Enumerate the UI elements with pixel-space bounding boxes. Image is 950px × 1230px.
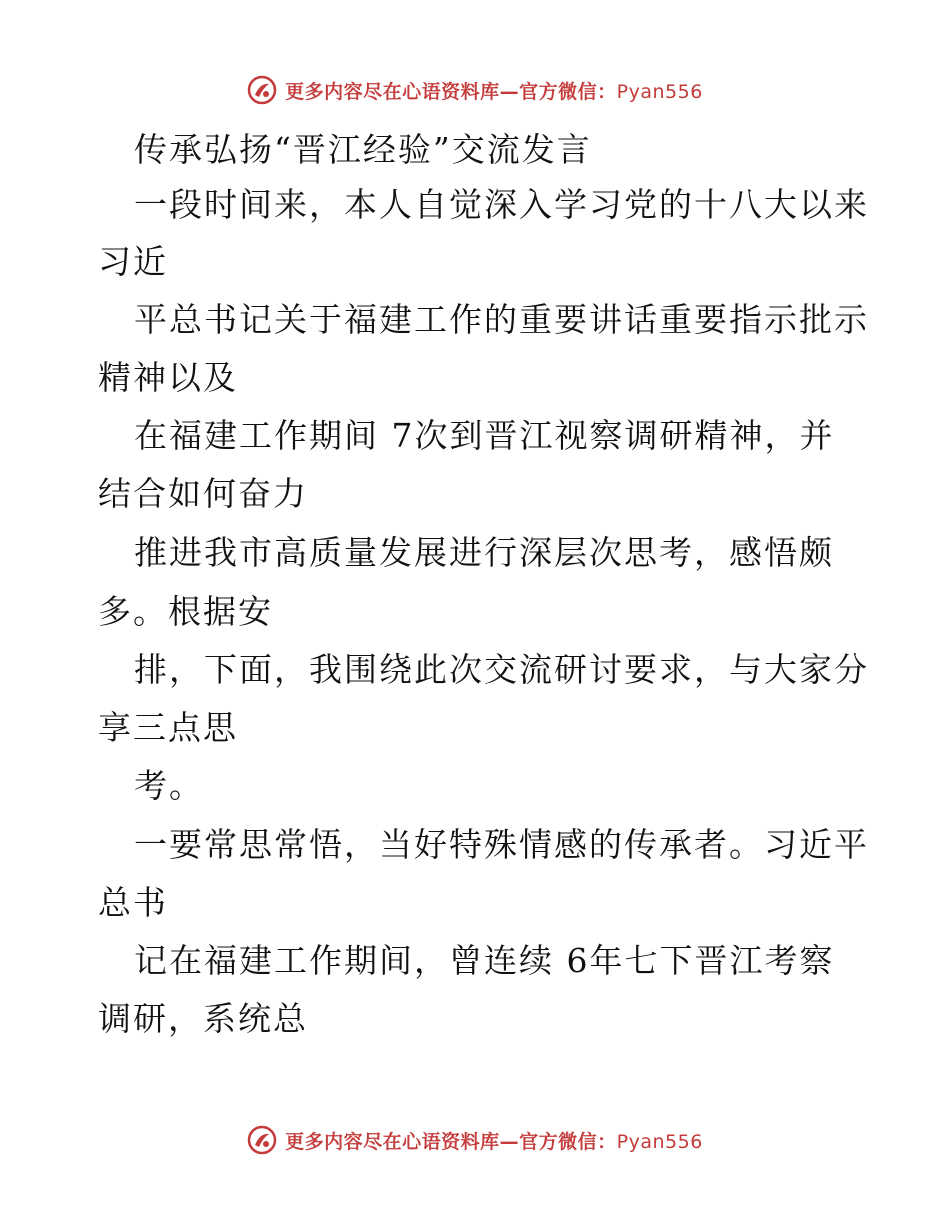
footer-banner — [0, 1120, 950, 1160]
text-line: 排，下面，我围绕此次交流研讨要求，与大家分 — [134, 650, 869, 689]
banner-handle: Pyan556 — [616, 1130, 703, 1153]
banner-text: 更多内容尽在心语资料库—官方微信：Pyan556 — [285, 80, 703, 103]
text-line: 总书 — [98, 883, 168, 922]
logo-icon — [247, 75, 277, 105]
text-line: 考。 — [134, 766, 204, 805]
text-line: 一段时间来，本人自觉深入学习党的十八大以来 — [134, 185, 869, 224]
text-line: 习近 — [98, 242, 168, 281]
text-line: 在福建工作期间 7次到晋江视察调研精神，并 — [134, 416, 835, 455]
text-line: 推进我市高质量发展进行深层次思考，感悟颇 — [134, 533, 834, 572]
banner-text: 更多内容尽在心语资料库—官方微信：Pyan556 — [285, 1130, 703, 1153]
text-line: 记在福建工作期间，曾连续 6年七下晋江考察 — [134, 941, 835, 980]
document-title: 传承弘扬“晋江经验”交流发言 — [134, 130, 592, 169]
text-line: 一要常思常悟，当好特殊情感的传承者。习近平 — [134, 825, 869, 864]
text-line: 精神以及 — [98, 358, 238, 397]
header-banner — [0, 70, 950, 110]
banner-handle: Pyan556 — [616, 80, 703, 103]
text-line: 享三点思 — [98, 708, 238, 747]
text-line: 多。根据安 — [98, 592, 273, 631]
logo-icon — [247, 1125, 277, 1155]
text-line: 调研，系统总 — [98, 999, 308, 1038]
text-line: 结合如何奋力 — [98, 474, 308, 513]
text-line: 平总书记关于福建工作的重要讲话重要指示批示 — [134, 300, 869, 339]
